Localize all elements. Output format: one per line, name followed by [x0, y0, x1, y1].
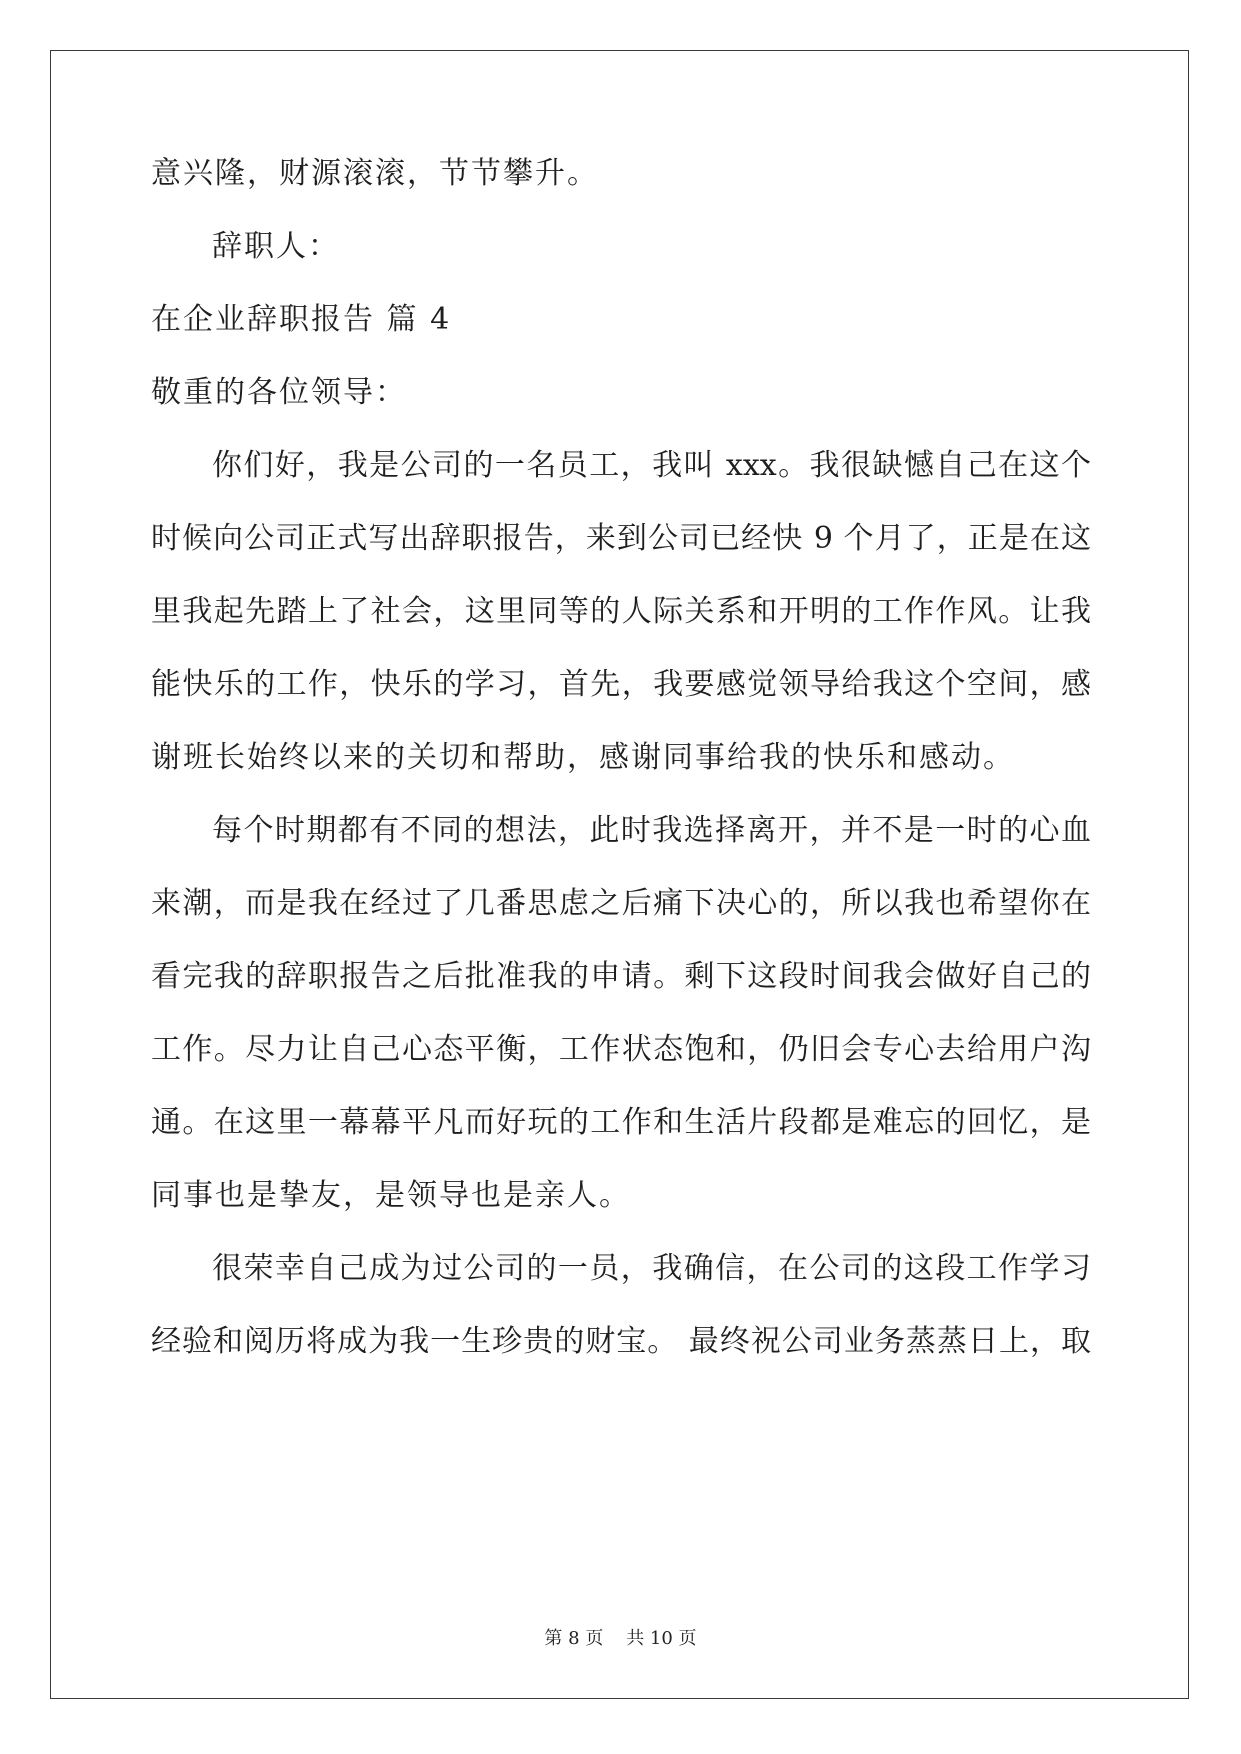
- paragraph-line: 通。在这里一幕幕平凡而好玩的工作和生活片段都是难忘的回忆，是: [151, 1105, 1091, 1140]
- paragraph-line: 来潮，而是我在经过了几番思虑之后痛下决心的，所以我也希望你在: [151, 886, 1091, 921]
- salutation: 敬重的各位领导：: [151, 375, 407, 410]
- paragraph-line: 同事也是挚友，是领导也是亲人。: [151, 1178, 631, 1213]
- text-line: 意兴隆，财源滚滚，节节攀升。: [151, 156, 599, 191]
- paragraph-line: 你们好，我是公司的一名员工，我叫 xxx。我很缺憾自己在这个: [212, 448, 1091, 483]
- paragraph-line: 经验和阅历将成为我一生珍贵的财宝。 最终祝公司业务蒸蒸日上，取: [151, 1324, 1091, 1359]
- paragraph-line: 谢班长始终以来的关切和帮助，感谢同事给我的快乐和感动。: [151, 740, 1015, 775]
- signature-label: 辞职人：: [212, 229, 340, 264]
- paragraph-line: 工作。尽力让自己心态平衡，工作状态饱和，仍旧会专心去给用户沟: [151, 1032, 1091, 1067]
- paragraph-line: 能快乐的工作，快乐的学习，首先，我要感觉领导给我这个空间，感: [151, 667, 1091, 702]
- page-number: 第 8 页 共 10 页: [544, 1628, 697, 1649]
- page-border: [50, 50, 1189, 1699]
- section-heading: 在企业辞职报告 篇 4: [151, 302, 452, 337]
- paragraph-line: 里我起先踏上了社会，这里同等的人际关系和开明的工作作风。让我: [151, 594, 1091, 629]
- paragraph-line: 看完我的辞职报告之后批准我的申请。剩下这段时间我会做好自己的: [151, 959, 1091, 994]
- paragraph-line: 时候向公司正式写出辞职报告，来到公司已经快 9 个月了，正是在这: [151, 521, 1091, 556]
- paragraph-line: 很荣幸自己成为过公司的一员，我确信，在公司的这段工作学习: [212, 1251, 1091, 1286]
- paragraph-line: 每个时期都有不同的想法，此时我选择离开，并不是一时的心血: [212, 813, 1091, 848]
